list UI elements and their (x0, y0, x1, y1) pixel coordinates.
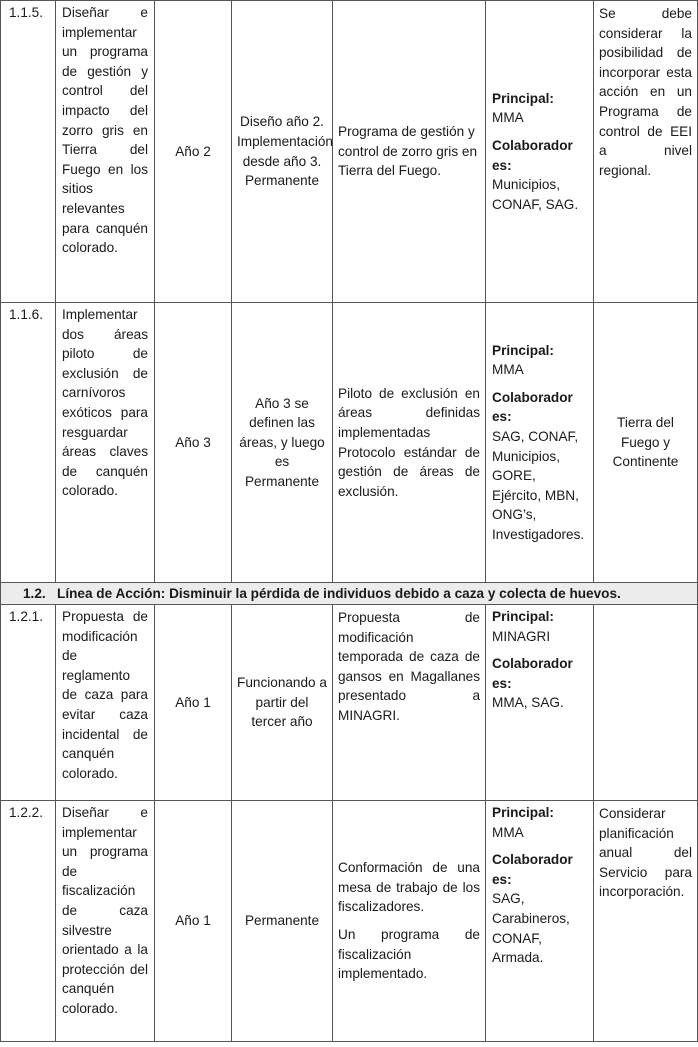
principal-label: Principal: (492, 609, 554, 624)
collaborators-value: Municipios, CONAF, SAG. (492, 177, 579, 212)
principal-value: MMA (492, 362, 524, 378)
section-header (1, 583, 698, 605)
principal-value: MMA (492, 110, 524, 126)
principal-label: Principal: (492, 90, 554, 106)
action-code: 1.2.1. (1, 605, 56, 801)
responsible (486, 605, 594, 801)
table-row (1, 801, 698, 1042)
collaborators-label: Colaborador es: (492, 656, 573, 691)
duration: Diseño año 2. Implementación desde año 3. Permanente (232, 1, 333, 303)
duration: Año 3 se definen las áreas, y luego es Permanente (232, 303, 333, 583)
section-title (1, 583, 698, 605)
observations: Tierra del Fuego y Continente (594, 303, 698, 583)
section-label: Línea de Acción: Disminuir la pérdida de individuos debido a caza y colecta de huevos. (57, 586, 621, 601)
observations: Se debe considerar la posibilidad de incorporar esta acción en un Programa de control de EEI a nivel regional. (594, 1, 698, 303)
indicator: Piloto de exclusión en áreas definidas implementadas Protocolo estándar de gestión de áreas de exclusión. (333, 303, 486, 583)
collaborators-value: MMA, SAG. (492, 695, 564, 711)
responsible (486, 1, 594, 303)
indicator (333, 801, 486, 1042)
start-year: Año 1 (155, 801, 232, 1042)
table-row (1, 303, 698, 583)
observations: Considerar planificación anual del Servicio para incorporación. (594, 801, 698, 1042)
indicator-item: Conformación de una mesa de trabajo de los fiscalizadores. (338, 860, 480, 915)
action-code: 1.1.6. (1, 303, 56, 583)
table-row (1, 605, 698, 801)
action-description: Diseñar e implementar un programa de fiscalización de caza silvestre orientado a la protección del canquén colorado. (56, 801, 155, 1042)
action-description: Propuesta de modificación de reglamento de caza para evitar caza incidental de canquén colorado. (56, 605, 155, 801)
responsible (486, 801, 594, 1042)
duration: Permanente (232, 801, 333, 1042)
principal-label: Principal: (492, 805, 554, 820)
action-description: Diseñar e implementar un programa de gestión y control del impacto del zorro gris en Tierra del Fuego en los sitios relevantes para canquén colorado. (56, 1, 155, 303)
action-code: 1.2.2. (1, 801, 56, 1042)
collaborators-label: Colaborador es: (492, 137, 573, 173)
indicator: Programa de gestión y control de zorro gris en Tierra del Fuego. (333, 1, 486, 303)
collaborators-label: Colaborador es: (492, 852, 573, 887)
observations (594, 605, 698, 801)
indicator-item: Un programa de fiscalización implementado. (338, 927, 480, 982)
principal-value: MMA (492, 824, 524, 840)
start-year: Año 1 (155, 605, 232, 801)
principal-value: MINAGRI (492, 628, 551, 644)
duration: Funcionando a partir del tercer año (232, 605, 333, 801)
collaborators-value: SAG, CONAF, Municipios, GORE, Ejército, MBN, ONG’s, Investigadores. (492, 428, 585, 542)
table-row (1, 1, 698, 303)
action-code: 1.1.5. (1, 1, 56, 303)
start-year: Año 2 (155, 1, 232, 303)
collaborators-label: Colaborador es: (492, 389, 573, 425)
principal-label: Principal: (492, 342, 554, 358)
start-year: Año 3 (155, 303, 232, 583)
action-description: Implementar dos áreas piloto de exclusión de carnívoros exóticos para resguardar áreas claves de canquén colorado. (56, 303, 155, 583)
indicator: Propuesta de modificación temporada de caza de gansos en Magallanes presentado a MINAGRI. (333, 605, 486, 801)
section-number: 1.2. (23, 586, 46, 601)
responsible (486, 303, 594, 583)
collaborators-value: SAG, Carabineros, CONAF, Armada. (492, 891, 570, 966)
